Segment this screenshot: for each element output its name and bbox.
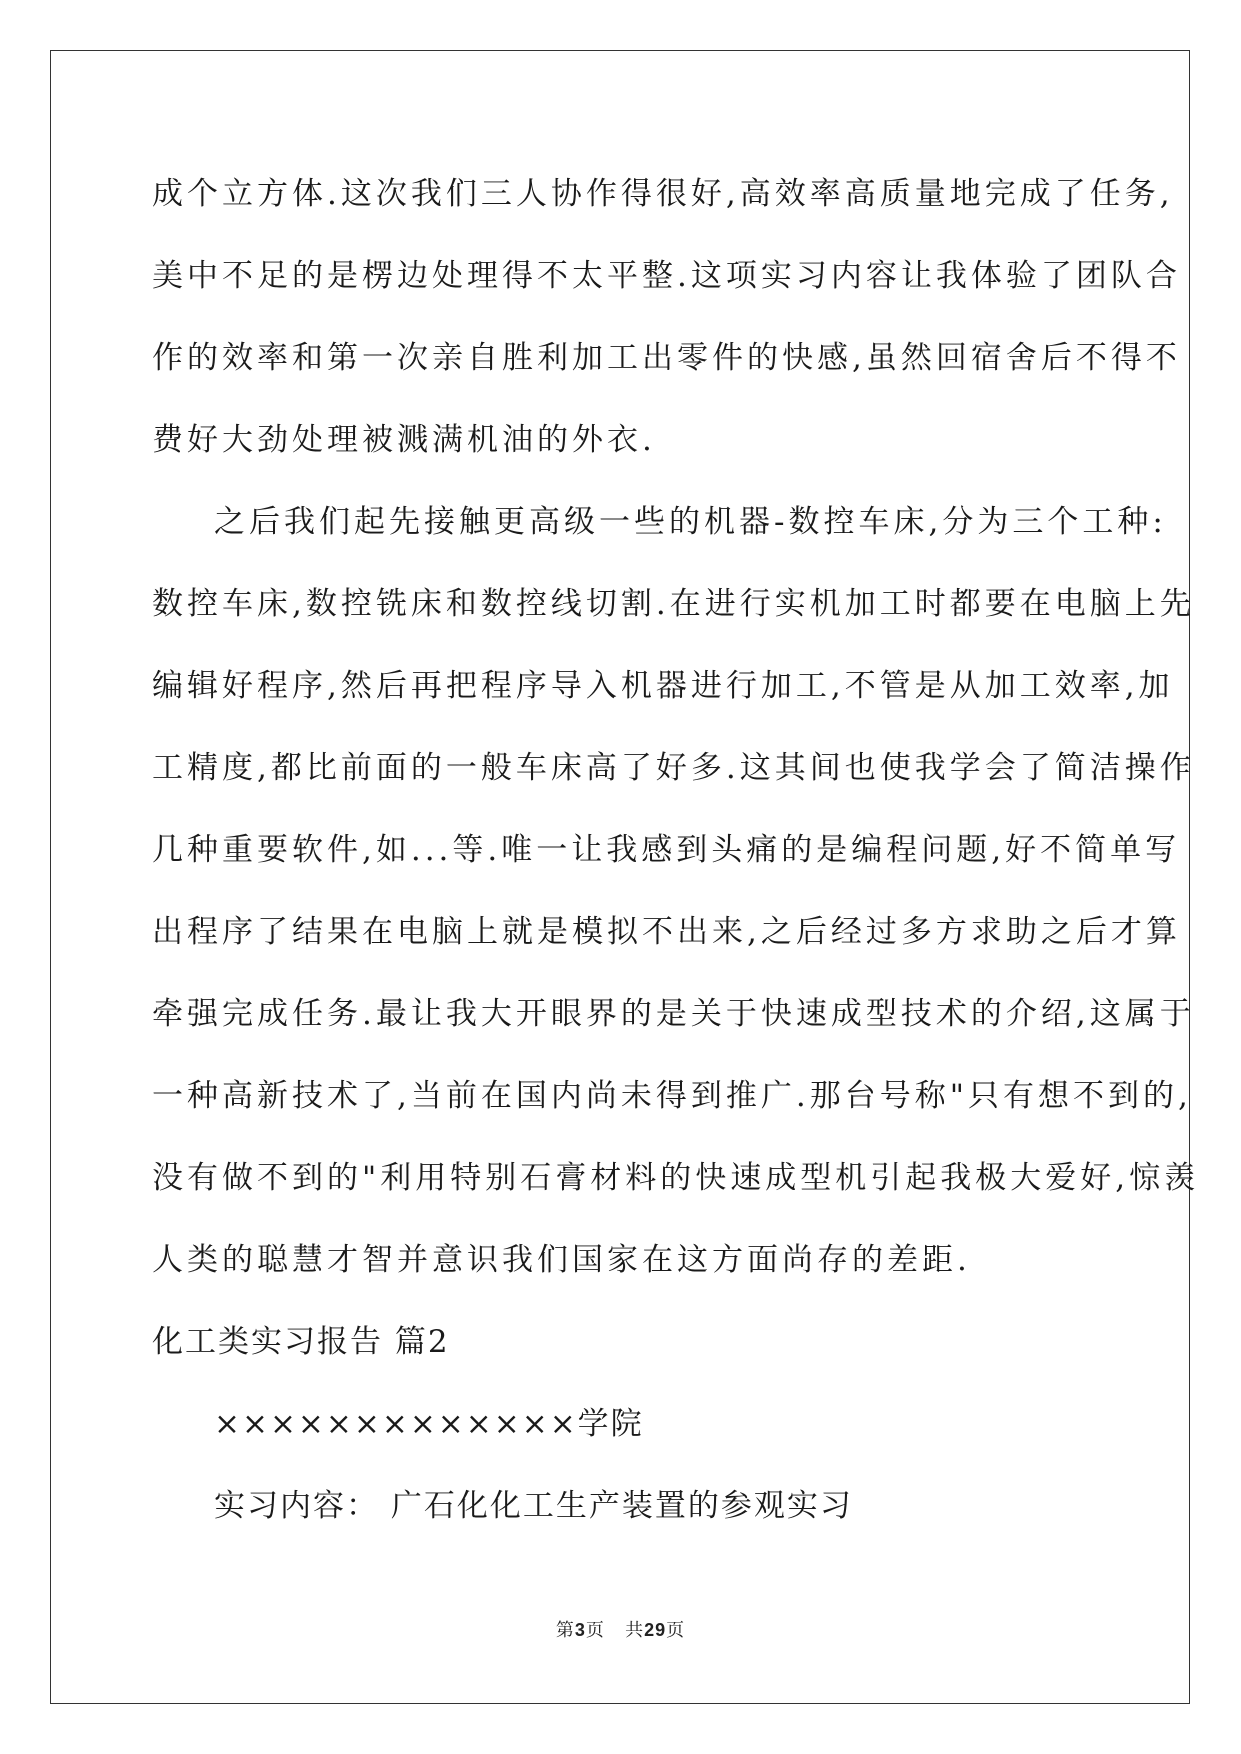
paragraph-continued (152, 153, 1181, 481)
paragraph-cnc (152, 481, 1200, 1301)
page-footer (0, 1616, 1241, 1642)
internship-content: 实习内容： 广石化化工生产装置的参观实习 (214, 1488, 853, 1524)
text-line: 编辑好程序,然后再把程序导入机器进行加工,不管是从加工效率,加 (152, 668, 1174, 704)
text-line: 一种高新技术了,当前在国内尚未得到推广.那台号称"只有想不到的, (152, 1078, 1192, 1114)
total-pages: 29 (644, 1620, 667, 1640)
text-line: 美中不足的是楞边处理得不太平整.这项实习内容让我体验了团队合 (152, 258, 1181, 294)
footer-total-prefix: 共 (625, 1620, 645, 1641)
section-heading: 化工类实习报告 篇2 (152, 1324, 450, 1360)
page-number: 3 (574, 1620, 586, 1640)
text-line: 工精度,都比前面的一般车床高了好多.这其间也使我学会了简洁操作 (152, 750, 1195, 786)
text-line: 数控车床,数控铣床和数控线切割.在进行实机加工时都要在电脑上先 (152, 586, 1195, 622)
text-line: 牵强完成任务.最让我大开眼界的是关于快速成型技术的介绍,这属于 (152, 996, 1195, 1032)
text-line: 几种重要软件,如...等.唯一让我感到头痛的是编程问题,好不简单写 (152, 832, 1181, 868)
footer-page-suffix: 页 (585, 1620, 605, 1641)
footer-total-suffix: 页 (666, 1620, 686, 1641)
text-line: 出程序了结果在电脑上就是模拟不出来,之后经过多方求助之后才算 (152, 914, 1181, 950)
document-body (152, 153, 1200, 1547)
text-line: 人类的聪慧才智并意识我们国家在这方面尚存的差距. (152, 1242, 971, 1278)
text-line: 之后我们起先接触更高级一些的机器-数控车床,分为三个工种: (214, 504, 1167, 540)
text-line: 费好大劲处理被溅满机油的外衣. (152, 422, 656, 458)
college-name: ×××××××××××××学院 (214, 1406, 644, 1442)
footer-prefix: 第 (555, 1620, 575, 1641)
text-line: 作的效率和第一次亲自胜利加工出零件的快感,虽然回宿舍后不得不 (152, 340, 1181, 376)
text-line: 成个立方体.这次我们三人协作得很好,高效率高质量地完成了任务, (152, 176, 1174, 212)
text-line: 没有做不到的"利用特别石膏材料的快速成型机引起我极大爱好,惊羡 (152, 1160, 1200, 1196)
